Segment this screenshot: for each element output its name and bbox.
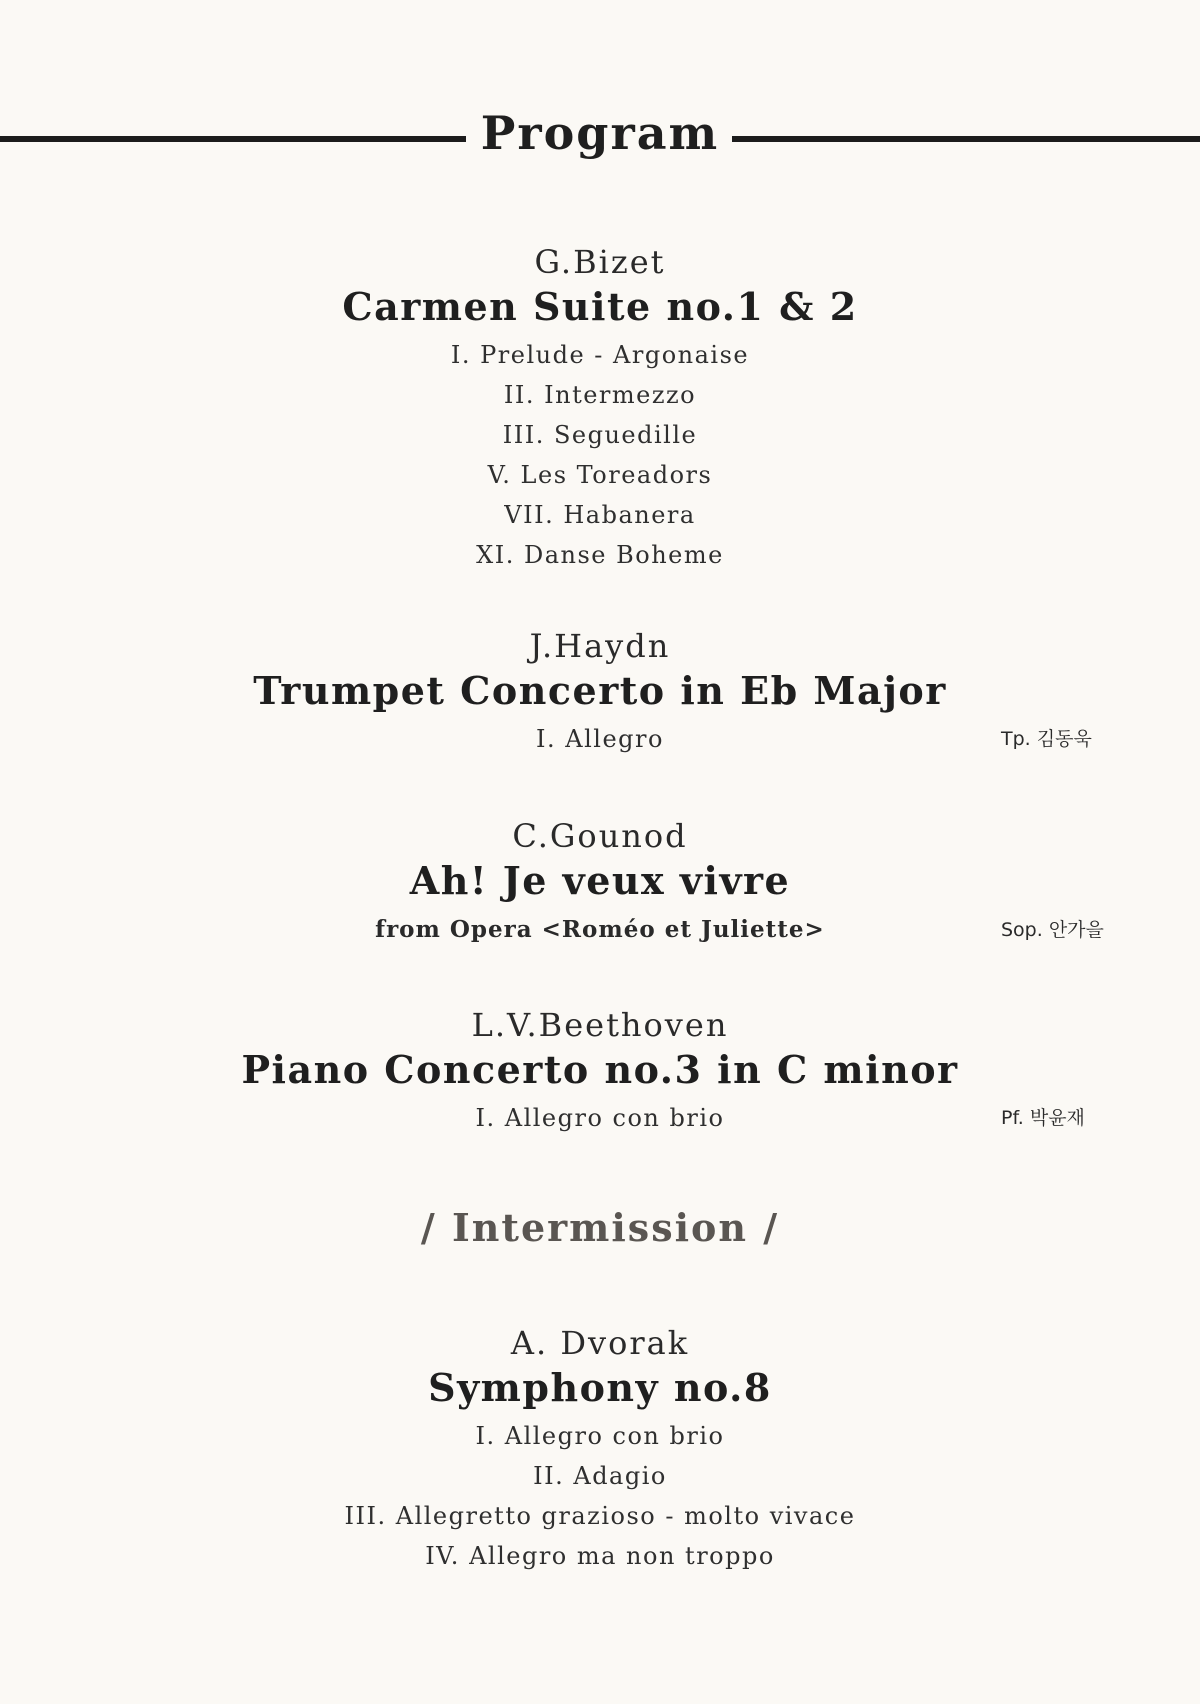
- movement-item: V. Les Toreadors: [487, 461, 713, 489]
- composer-name: L.V.Beethoven: [471, 1006, 729, 1044]
- movement-item: III. Allegretto grazioso - molto vivace: [344, 1502, 856, 1530]
- composer-name: A. Dvorak: [510, 1324, 690, 1362]
- composer-name: C.Gounod: [512, 817, 688, 855]
- work-title: Carmen Suite no.1 & 2: [342, 284, 858, 329]
- header-rule-right: [732, 136, 1200, 142]
- composer-name: G.Bizet: [534, 243, 666, 281]
- movement-item: I. Allegro con brio: [475, 1422, 725, 1450]
- movement-item: III. Seguedille: [502, 421, 698, 449]
- performer-credit: Tp. 김동욱: [1001, 728, 1092, 750]
- movement-item: VII. Habanera: [504, 501, 696, 529]
- movement-item: II. Intermezzo: [503, 381, 697, 409]
- intermission-label: / Intermission /: [420, 1205, 780, 1250]
- work-title: Piano Concerto no.3 in C minor: [241, 1047, 959, 1092]
- work-title: Ah! Je veux vivre: [409, 858, 791, 903]
- work-title: Trumpet Concerto in Eb Major: [253, 668, 947, 713]
- work-title: Symphony no.8: [428, 1365, 772, 1410]
- performer-credit: Sop. 안가을: [1001, 919, 1104, 941]
- movement-item: IV. Allegro ma non troppo: [425, 1542, 775, 1570]
- work-subtitle: from Opera <Roméo et Juliette>: [375, 916, 825, 943]
- performer-credit: Pf. 박윤재: [1001, 1107, 1085, 1129]
- movement-item: II. Adagio: [533, 1462, 667, 1490]
- movement-item: I. Allegro: [536, 725, 664, 753]
- movement-item: I. Prelude - Argonaise: [450, 341, 750, 369]
- movement-item: XI. Danse Boheme: [476, 541, 724, 569]
- page-title: Program: [480, 106, 720, 160]
- composer-name: J.Haydn: [529, 627, 671, 665]
- movement-item: I. Allegro con brio: [475, 1104, 725, 1132]
